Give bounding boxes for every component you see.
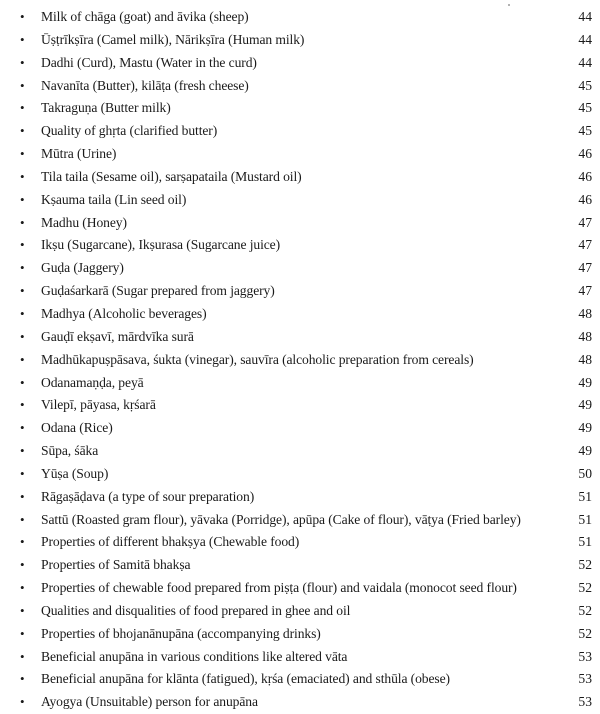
bullet-icon: • [20, 146, 25, 162]
toc-entry-page-number: 46 [578, 146, 592, 162]
toc-entry-title: Takraguṇa (Butter milk) [41, 100, 171, 116]
toc-entry-title: Guḍa (Jaggery) [41, 260, 124, 276]
toc-entry-page-number: 44 [578, 9, 592, 24]
bullet-icon: • [20, 534, 25, 550]
toc-entry [20, 509, 592, 532]
toc-entry-page-number: 51 [578, 488, 592, 504]
toc-entry-page-number: 45 [578, 77, 592, 93]
bullet-icon: • [20, 191, 25, 207]
toc-entry-title: Kṣauma taila (Lin seed oil) [41, 191, 187, 207]
toc-entry-page-number: 53 [578, 694, 592, 710]
bullet-icon: • [20, 648, 25, 664]
toc-entry [20, 280, 592, 303]
bullet-icon: • [20, 31, 25, 47]
toc-entry [20, 463, 592, 486]
toc-entry [20, 417, 592, 440]
toc-entry [20, 554, 592, 577]
bullet-icon: • [20, 237, 25, 253]
toc-entry-title: Rāgaṣāḍava (a type of sour preparation) [41, 488, 255, 504]
toc-entry-title: Odana (Rice) [41, 420, 113, 436]
toc-entry-title: Ayogya (Unsuitable) person for anupāna [41, 694, 258, 710]
bullet-icon: • [20, 351, 25, 367]
toc-entry-title: Gauḍī ekṣavī, mārdvīka surā [41, 328, 194, 344]
toc-entry-page-number: 46 [578, 168, 592, 184]
toc-entry [20, 143, 592, 166]
toc-entry [20, 668, 592, 691]
bullet-icon: • [20, 694, 25, 710]
toc-entry-title: Beneficial anupāna for klānta (fatigued), kṛśa (emaciated) and sthūla (obese) [41, 671, 450, 687]
toc-entry [20, 440, 592, 463]
bullet-icon: • [20, 100, 25, 116]
toc-entry-title: Yūṣa (Soup) [41, 465, 109, 481]
bullet-icon: • [20, 77, 25, 93]
toc-entry-page-number: 49 [578, 443, 592, 459]
toc-entry-page-number: 47 [578, 214, 592, 230]
toc-entry-title: Properties of Samitā bhakṣa [41, 557, 191, 573]
toc-entry [20, 29, 592, 52]
toc-entry-page-number: 53 [578, 648, 592, 664]
toc-entry-title: Dadhi (Curd), Mastu (Water in the curd) [41, 54, 257, 70]
bullet-icon: • [20, 9, 25, 24]
bullet-icon: • [20, 214, 25, 230]
toc-entry [20, 486, 592, 509]
toc-entry-page-number: 53 [578, 671, 592, 687]
toc-entry [20, 52, 592, 75]
toc-entry-page-number: 49 [578, 420, 592, 436]
toc-entry-title: Madhu (Honey) [41, 214, 127, 230]
bullet-icon: • [20, 328, 25, 344]
bullet-icon: • [20, 168, 25, 184]
toc-entry [20, 257, 592, 280]
toc-entry [20, 577, 592, 600]
toc-entry-page-number: 44 [578, 31, 592, 47]
toc-entry [20, 349, 592, 372]
bullet-icon: • [20, 602, 25, 618]
toc-entry [20, 120, 592, 143]
bullet-icon: • [20, 580, 25, 596]
bullet-icon: • [20, 397, 25, 413]
toc-entry-title: Properties of different bhakṣya (Chewable food) [41, 534, 300, 550]
bullet-icon: • [20, 557, 25, 573]
toc-entry-page-number: 50 [578, 465, 592, 481]
bullet-icon: • [20, 374, 25, 390]
toc-entry [20, 234, 592, 257]
toc-entry [20, 646, 592, 669]
toc-entry-page-number: 47 [578, 237, 592, 253]
toc-entry [20, 303, 592, 326]
toc-entry-title: Ūṣṭrīkṣīra (Camel milk), Nārikṣīra (Human milk) [41, 31, 305, 47]
toc-entry-page-number: 52 [578, 557, 592, 573]
toc-entry [20, 189, 592, 212]
toc-entry-title: Properties of chewable food prepared from piṣṭa (flour) and vaidala (monocot seed flour) [41, 580, 517, 596]
toc-entry-page-number: 49 [578, 374, 592, 390]
toc-entry [20, 75, 592, 98]
bullet-icon: • [20, 465, 25, 481]
toc-entry-page-number: 52 [578, 580, 592, 596]
bullet-icon: • [20, 625, 25, 641]
toc-entry [20, 6, 592, 29]
toc-entry [20, 600, 592, 623]
bullet-icon: • [20, 511, 25, 527]
toc-entry-page-number: 44 [578, 54, 592, 70]
toc-entry [20, 166, 592, 189]
toc-entry-title: Beneficial anupāna in various conditions like altered vāta [41, 648, 348, 664]
toc-entry-page-number: 49 [578, 397, 592, 413]
toc-entry-page-number: 48 [578, 328, 592, 344]
bullet-icon: • [20, 443, 25, 459]
toc-entry-title: Properties of bhojanānupāna (accompanying drinks) [41, 625, 321, 641]
toc-entry-title: Qualities and disqualities of food prepared in ghee and oil [41, 602, 351, 618]
toc-entry-title: Quality of ghṛta (clarified butter) [41, 123, 218, 139]
bullet-icon: • [20, 671, 25, 687]
toc-entry [20, 97, 592, 120]
toc-entry-title: Madhya (Alcoholic beverages) [41, 305, 207, 321]
bullet-icon: • [20, 305, 25, 321]
toc-entry-page-number: 52 [578, 602, 592, 618]
toc-entry-title: Madhūkapuṣpāsava, śukta (vinegar), sauvīra (alcoholic preparation from cereals) [41, 351, 474, 367]
toc-entry [20, 326, 592, 349]
toc-entry [20, 531, 592, 554]
toc-entry-title: Sattū (Roasted gram flour), yāvaka (Porridge), apūpa (Cake of flour), vāṭya (Fried barley) [41, 511, 521, 527]
toc-entry-page-number: 52 [578, 625, 592, 641]
bullet-icon: • [20, 54, 25, 70]
bullet-icon: • [20, 488, 25, 504]
toc-entry-page-number: 47 [578, 283, 592, 299]
toc-entry-title: Milk of chāga (goat) and āvika (sheep) [41, 9, 249, 24]
toc-entry-page-number: 46 [578, 191, 592, 207]
toc-entry-title: Vilepī, pāyasa, kṛśarā [41, 397, 156, 413]
toc-entry [20, 394, 592, 417]
toc-entry [20, 691, 592, 714]
toc-entry-title: Navanīta (Butter), kilāṭa (fresh cheese) [41, 77, 249, 93]
toc-entry-title: Sūpa, śāka [41, 443, 99, 459]
bullet-icon: • [20, 123, 25, 139]
bullet-icon: • [20, 283, 25, 299]
toc-entry-title: Tila taila (Sesame oil), sarṣapataila (Mustard oil) [41, 168, 302, 184]
toc-entry-page-number: 51 [578, 534, 592, 550]
toc-entry [20, 623, 592, 646]
bullet-icon: • [20, 420, 25, 436]
toc-entry-page-number: 51 [578, 511, 592, 527]
toc-entry [20, 372, 592, 395]
toc-entry-page-number: 47 [578, 260, 592, 276]
toc-entry-page-number: 45 [578, 100, 592, 116]
toc-entry-title: Mūtra (Urine) [41, 146, 117, 162]
toc-entry-title: Guḍaśarkarā (Sugar prepared from jaggery) [41, 283, 275, 299]
table-of-contents-list [20, 6, 592, 714]
toc-entry-page-number: 48 [578, 351, 592, 367]
toc-entry [20, 212, 592, 235]
toc-entry-page-number: 45 [578, 123, 592, 139]
toc-entry-page-number: 48 [578, 305, 592, 321]
toc-entry-title: Ikṣu (Sugarcane), Ikṣurasa (Sugarcane juice) [41, 237, 281, 253]
bullet-icon: • [20, 260, 25, 276]
toc-entry-title: Odanamaṇḍa, peyā [41, 374, 144, 390]
